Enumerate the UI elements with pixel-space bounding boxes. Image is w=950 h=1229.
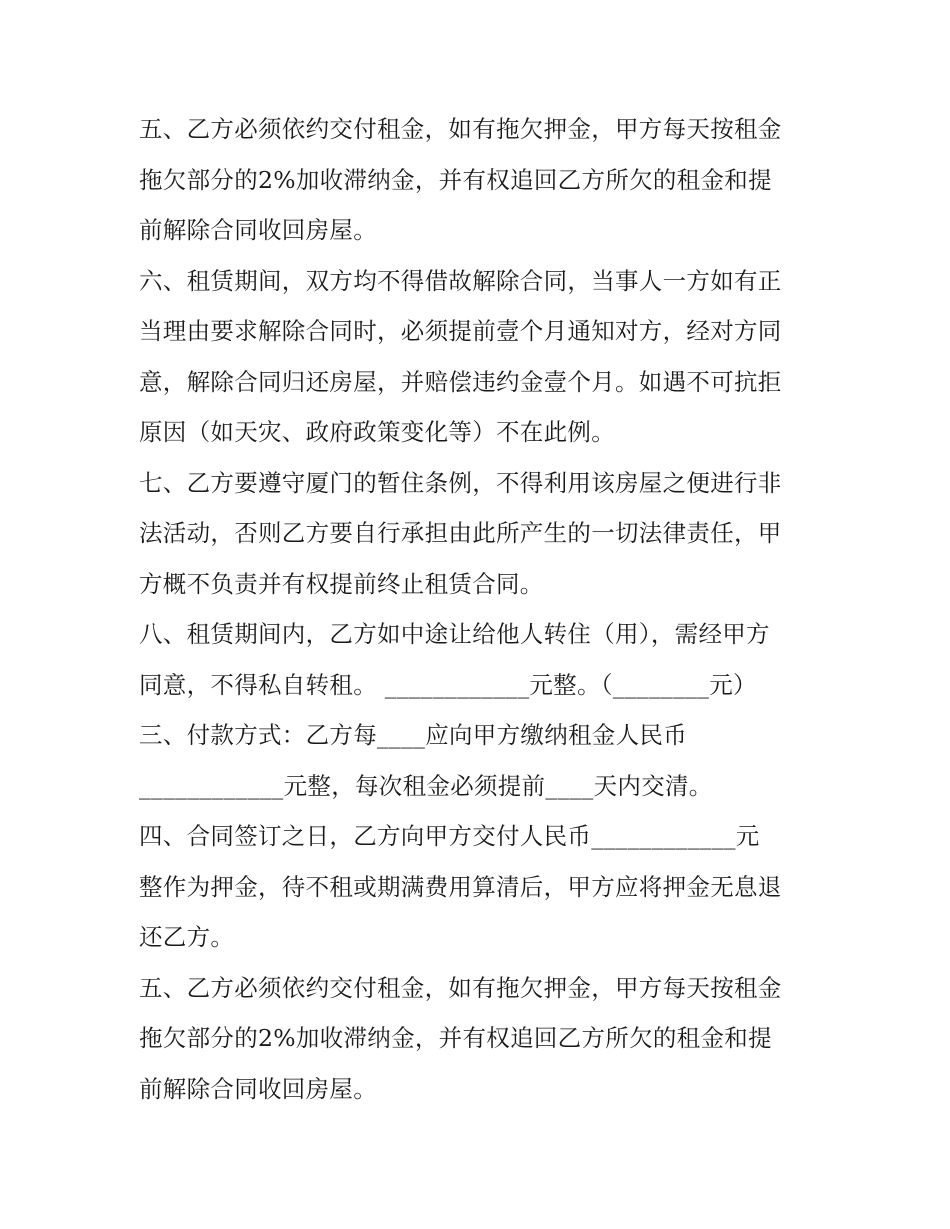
text-line: 六、租赁期间，双方均不得借故解除合同，当事人一方如有正 xyxy=(139,266,782,295)
text-line: 前解除合同收回房屋。 xyxy=(139,216,377,244)
text-line: 法活动，否则乙方要自行承担由此所产生的一切法律责任，甲 xyxy=(139,519,782,547)
text-line: 方概不负责并有权提前终止租赁合同。 xyxy=(139,569,544,598)
text-line: 三、付款方式：乙方每____应向甲方缴纳租金人民币 xyxy=(139,721,687,749)
text-line: 意，解除合同归还房屋，并赔偿违约金壹个月。如遇不可抗拒 xyxy=(139,367,782,396)
text-line: 同意，不得私自转租。 ____________元整。（________元） xyxy=(139,670,757,699)
text-line: 七、乙方要遵守厦门的暂住条例，不得利用该房屋之便进行非 xyxy=(139,468,782,497)
text-line: 整作为押金，待不租或期满费用算清后，甲方应将押金无息退 xyxy=(139,872,782,901)
text-line: 拖欠部分的2%加收滞纳金，并有权追回乙方所欠的租金和提 xyxy=(139,165,772,194)
text-line: 还乙方。 xyxy=(139,923,235,951)
text-line: 四、合同签订之日，乙方向甲方交付人民币____________元 xyxy=(139,822,760,850)
text-line: 五、乙方必须依约交付租金，如有拖欠押金，甲方每天按租金 xyxy=(139,973,782,1002)
text-line: 八、租赁期间内，乙方如中途让给他人转住（用），需经甲方 xyxy=(139,620,770,648)
text-line: ____________元整，每次租金必须提前____天内交清。 xyxy=(139,771,713,800)
text-line: 前解除合同收回房屋。 xyxy=(139,1074,377,1103)
text-line: 五、乙方必须依约交付租金，如有拖欠押金，甲方每天按租金 xyxy=(139,115,782,143)
text-line: 原因（如天灾、政府政策变化等）不在此例。 xyxy=(139,418,615,446)
text-line: 当理由要求解除合同时，必须提前壹个月通知对方，经对方同 xyxy=(139,317,782,345)
text-line: 拖欠部分的2%加收滞纳金，并有权追回乙方所欠的租金和提 xyxy=(139,1024,772,1052)
contract-text xyxy=(139,104,819,1114)
